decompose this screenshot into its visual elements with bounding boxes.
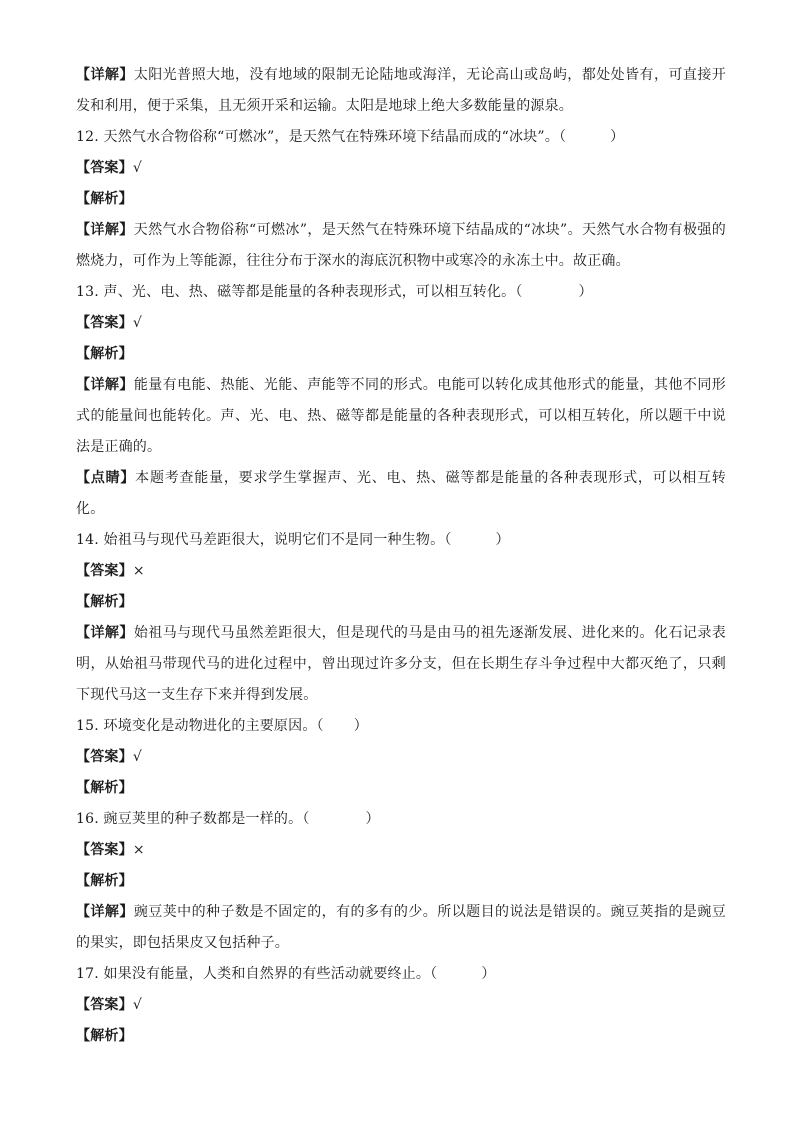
question-close-paren: ）: [353, 718, 368, 734]
detail-text: 太阳光普照大地，没有地域的限制无论陆地或海洋，无论高山或岛屿，都处处皆有，可直接开发和利用，便于采集，且无须开采和运输。太阳是地球上绝大多数能量的源泉。: [76, 67, 726, 114]
analysis-tag: 【解析】: [76, 594, 133, 610]
document-content: [76, 60, 726, 1052]
answer-tag: 【答案】: [76, 997, 133, 1013]
answer-value: √: [132, 997, 142, 1013]
question-text: 15. 环境变化是动物进化的主要原因。（: [76, 718, 324, 734]
question-close-paren: ）: [481, 966, 496, 982]
question-close-paren: ）: [578, 284, 593, 300]
question-text: 14. 始祖马与现代马差距很大，说明它们不是同一种生物。（: [76, 532, 452, 548]
detail-tag: 【详解】: [76, 222, 134, 238]
detail-text: 能量有电能、热能、光能、声能等不同的形式。电能可以转化成其他形式的能量，其他不同形式的能量间也能转化。声、光、电、热、磁等都是能量的各种表现形式，可以相互转化，所以题干中说法是正确的。: [76, 377, 726, 455]
answer-tag: 【答案】: [76, 842, 133, 858]
q13-answer: [76, 308, 726, 339]
answer-value: ×: [132, 563, 145, 579]
detail-text: 豌豆荚中的种子数是不固定的，有的多有的少。所以题目的说法是错误的。豌豆荚指的是豌豆的果实，即包括果皮又包括种子。: [76, 904, 726, 951]
answer-value: √: [132, 160, 142, 176]
analysis-tag: 【解析】: [76, 873, 133, 889]
q17-analysis: [76, 1021, 726, 1052]
answer-tag: 【答案】: [76, 315, 133, 331]
answer-tag: 【答案】: [76, 563, 133, 579]
answer-value: ×: [132, 842, 145, 858]
q13-comment: [76, 463, 726, 525]
detail-tag: 【详解】: [76, 67, 134, 83]
analysis-tag: 【解析】: [76, 1028, 133, 1044]
q14-analysis: [76, 587, 726, 618]
analysis-tag: 【解析】: [76, 191, 133, 207]
q14-detail: [76, 618, 726, 711]
q14-answer: [76, 556, 726, 587]
detail-tag: 【详解】: [76, 625, 134, 641]
q16-answer: [76, 835, 726, 866]
q11-detail: [76, 60, 726, 122]
question-close-paren: ）: [610, 129, 625, 145]
answer-value: √: [132, 749, 142, 765]
detail-text: 始祖马与现代马虽然差距很大，但是现代的马是由马的祖先逐渐发展、进化来的。化石记录表明，从始祖马带现代马的进化过程中，曾出现过许多分支，但在长期生存斗争过程中大都灭绝了，只剩下现代马这一支生存下来并得到发展。: [76, 625, 726, 703]
q12-question: [76, 122, 726, 153]
q15-analysis: [76, 773, 726, 804]
detail-tag: 【详解】: [76, 377, 134, 393]
q13-question: [76, 277, 726, 308]
answer-tag: 【答案】: [76, 749, 133, 765]
q12-answer: [76, 153, 726, 184]
q16-detail: [76, 897, 726, 959]
q15-answer: [76, 742, 726, 773]
detail-text: 天然气水合物俗称“可燃冰”，是天然气在特殊环境下结晶成的“冰块”。天然气水合物有极强的燃烧力，可作为上等能源，往往分布于深水的海底沉积物中或寒冷的永冻土中。故正确。: [76, 222, 726, 269]
question-text: 16. 豌豆荚里的种子数都是一样的。（: [76, 811, 310, 827]
analysis-tag: 【解析】: [76, 346, 133, 362]
comment-text: 本题考查能量，要求学生掌握声、光、电、热、磁等都是能量的各种表现形式，可以相互转化。: [76, 470, 726, 517]
q17-question: [76, 959, 726, 990]
detail-tag: 【详解】: [76, 904, 134, 920]
q12-analysis: [76, 184, 726, 215]
question-text: 17. 如果没有能量，人类和自然界的有些活动就要终止。（: [76, 966, 438, 982]
answer-tag: 【答案】: [76, 160, 133, 176]
q16-analysis: [76, 866, 726, 897]
answer-value: √: [132, 315, 142, 331]
q12-detail: [76, 215, 726, 277]
q13-analysis: [76, 339, 726, 370]
question-close-paren: ）: [365, 811, 380, 827]
question-text: 13. 声、光、电、热、磁等都是能量的各种表现形式，可以相互转化。（: [76, 284, 523, 300]
analysis-tag: 【解析】: [76, 780, 133, 796]
question-close-paren: ）: [495, 532, 510, 548]
comment-tag: 【点睛】: [76, 470, 136, 486]
question-text: 12. 天然气水合物俗称“可燃冰”，是天然气在特殊环境下结晶而成的“冰块”。（: [76, 129, 567, 145]
q15-question: [76, 711, 726, 742]
q14-question: [76, 525, 726, 556]
q13-detail: [76, 370, 726, 463]
q16-question: [76, 804, 726, 835]
q17-answer: [76, 990, 726, 1021]
